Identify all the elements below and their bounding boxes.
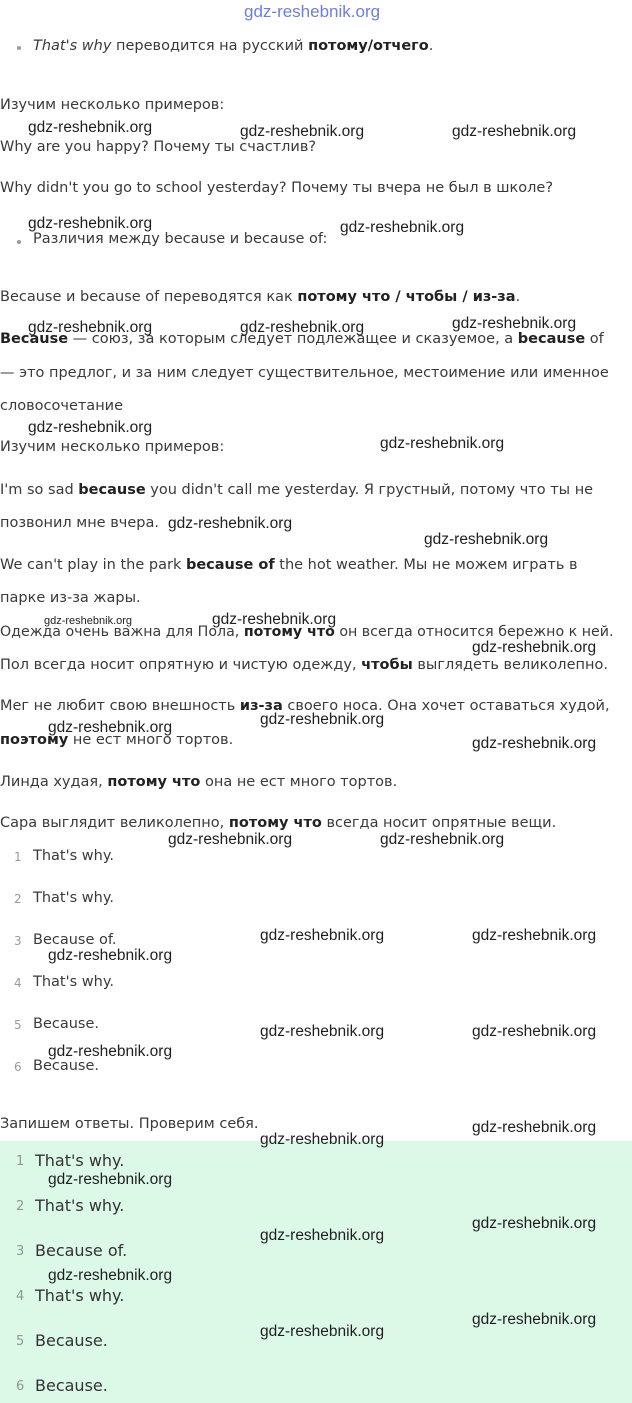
example-3-bold: because [78,482,146,498]
watermark: gdz-reshebnik.org [380,831,505,848]
watermark: gdz-reshebnik.org [472,735,597,752]
watermark: gdz-reshebnik.org [48,1043,173,1060]
translate-end: . [515,289,521,305]
explain-bold-2: because [517,331,586,347]
answer-text: That's why. [33,974,114,990]
example-3-line-2: позвонил мне вчера. [0,515,159,531]
watermark: gdz-reshebnik.org [472,1119,597,1136]
answer-text: Because of. [33,932,117,948]
answer-number: 1 [14,850,22,864]
watermark: gdz-reshebnik.org [260,1131,385,1148]
watermark: gdz-reshebnik.org [380,435,505,452]
watermark: gdz-reshebnik.org [44,615,133,627]
sentence-4-end: она не ест много тортов. [200,774,398,790]
translate-bold: потому что / чтобы / из-за [297,289,516,305]
final-answer-number: 6 [16,1379,25,1394]
final-answer-number: 1 [16,1154,25,1169]
watermark: gdz-reshebnik.org [168,515,293,532]
explain-part-2: of [585,331,604,347]
sentence-4-start: Линда худая, [0,774,108,790]
explain-part-1: — союз, за которым следует подлежащее и сказуемое, а [68,331,518,347]
translate-line [0,289,520,305]
watermark: gdz-reshebnik.org [48,719,173,736]
sentence-2 [0,657,608,673]
watermark: gdz-reshebnik.org [48,1171,173,1188]
sentence-1-bold: потому что [243,624,335,640]
final-answer-number: 2 [16,1199,25,1214]
final-answer-number: 3 [16,1244,25,1259]
examples-heading-2: Изучим несколько примеров: [0,439,225,455]
watermark: gdz-reshebnik.org [340,219,465,236]
intro-end: . [428,38,434,54]
watermark: gdz-reshebnik.org [212,611,337,628]
watermark: gdz-reshebnik.org [260,927,385,944]
example-1: Why are you happy? Почему ты счастлив? [0,139,317,155]
sentence-5-start: Сара выглядит великолепно, [0,815,229,831]
sentence-3-end: своего носа. Она хочет оставаться худой, [282,698,610,714]
answer-text: That's why. [33,890,114,906]
example-3-line-1 [0,482,593,498]
translate-start: Because и because of переводятся как [0,289,298,305]
sentence-4-bold: потому что [107,774,201,790]
example-4-line-1 [0,557,578,573]
example-2: Why didn't you go to school yesterday? Почему ты вчера не был в школе? [0,180,554,196]
example-3-start: I'm so sad [0,482,79,498]
watermark: gdz-reshebnik.org [472,639,597,656]
sentence-2-end: выглядеть великолепно. [412,657,608,673]
example-4-bold: because of [185,557,275,573]
example-4-end: the hot weather. Мы не можем играть в [274,557,578,573]
final-answer-text: Because of. [35,1241,128,1260]
watermark: gdz-reshebnik.org [240,123,365,140]
watermark: gdz-reshebnik.org [48,947,173,964]
final-answer-text: That's why. [35,1286,125,1305]
watermark: gdz-reshebnik.org [472,927,597,944]
example-4-line-2: парке из-за жары. [0,590,141,606]
answer-number: 6 [14,1060,22,1074]
watermark: gdz-reshebnik.org [28,419,153,436]
sentence-3-line2-bold: поэтому [0,732,69,748]
watermark: gdz-reshebnik.org [28,215,153,232]
bullet-dot [17,240,21,244]
check-heading: Запишем ответы. Проверим себя. [0,1116,259,1132]
watermark: gdz-reshebnik.org [424,531,549,548]
answer-number: 3 [14,934,22,948]
sentence-2-start: Пол всегда носит опрятную и чистую одежду, [0,657,362,673]
final-answer-text: That's why. [35,1151,125,1170]
sentence-2-bold: чтобы [361,657,413,673]
sentence-5 [0,815,556,831]
final-answer-text: Because. [35,1376,108,1395]
example-3-end: you didn't call me yesterday. Я грустный, потому что ты не [145,482,594,498]
watermark: gdz-reshebnik.org [452,315,577,332]
example-4-start: We can't play in the park [0,557,186,573]
intro-middle: переводится на русский [111,38,309,54]
differences-bullet: Различия между because и because of: [33,231,328,247]
answer-text: Because. [33,1016,100,1032]
watermark: gdz-reshebnik.org [472,1215,597,1232]
answer-text: That's why. [33,848,114,864]
sentence-3-start: Мег не любит свою внешность [0,698,240,714]
sentence-1-end: он всегда относится бережно к ней. [334,624,614,640]
answer-number: 4 [14,976,22,990]
site-watermark: gdz-reshebnik.org [244,2,381,21]
explain-line-3: словосочетание [0,398,124,414]
watermark: gdz-reshebnik.org [28,319,153,336]
explain-bold-1: Because [0,331,69,347]
sentence-5-end: всегда носит опрятные вещи. [321,815,557,831]
intro-bold: потому/отчего [308,38,429,54]
watermark: gdz-reshebnik.org [472,1311,597,1328]
final-answer-text: That's why. [35,1196,125,1215]
answer-text: Because. [33,1058,100,1074]
sentence-3-bold: из-за [239,698,283,714]
watermark: gdz-reshebnik.org [168,831,293,848]
watermark: gdz-reshebnik.org [260,1023,385,1040]
explain-line-2: — это предлог, и за ним следует существительное, местоимение или именное [0,365,609,381]
watermark: gdz-reshebnik.org [452,123,577,140]
sentence-3-line2-end: не ест много тортов. [68,732,234,748]
sentence-5-bold: потому что [228,815,322,831]
bullet-dot [17,46,21,50]
answer-number: 5 [14,1018,22,1032]
examples-heading-1: Изучим несколько примеров: [0,97,225,113]
watermark: gdz-reshebnik.org [472,1023,597,1040]
sentence-1-start: Одежда очень важна для Пола, [0,624,244,640]
intro-bullet [33,38,433,54]
watermark: gdz-reshebnik.org [260,1323,385,1340]
watermark: gdz-reshebnik.org [240,319,365,336]
final-answer-text: Because. [35,1331,108,1350]
watermark: gdz-reshebnik.org [260,711,385,728]
watermark: gdz-reshebnik.org [28,119,153,136]
final-answer-number: 4 [16,1289,25,1304]
sentence-4 [0,774,397,790]
final-answer-number: 5 [16,1334,25,1349]
watermark: gdz-reshebnik.org [48,1267,173,1284]
watermark: gdz-reshebnik.org [260,1227,385,1244]
intro-italic: That's why [33,38,112,54]
answer-number: 2 [14,892,22,906]
